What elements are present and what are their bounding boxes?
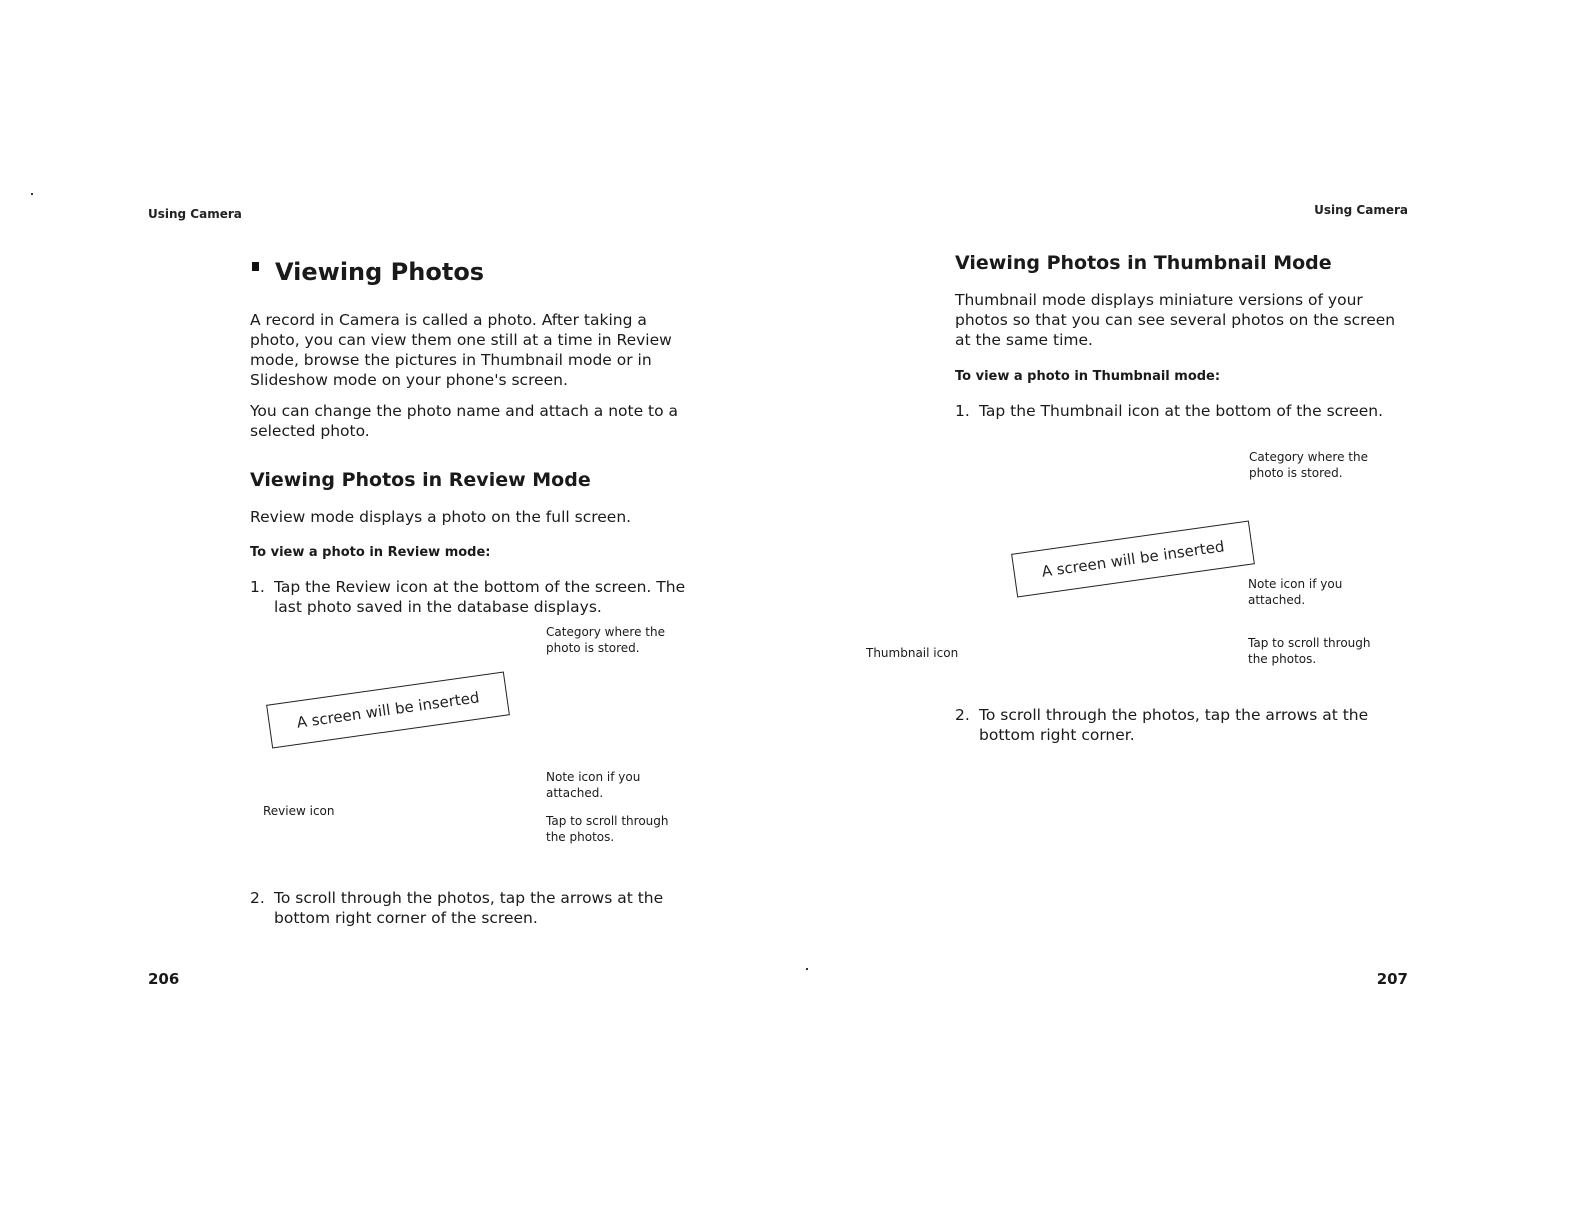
- thumbnail-mode-heading: Viewing Photos in Thumbnail Mode: [955, 252, 1332, 274]
- callout-category: Category where the photo is stored.: [1249, 450, 1368, 480]
- step-number: 2.: [955, 706, 970, 724]
- scan-artifact: [31, 193, 33, 195]
- thumbnail-procedure-heading: To view a photo in Thumbnail mode:: [955, 369, 1221, 384]
- step-number: 1.: [955, 402, 970, 420]
- left-page-header: Using Camera: [148, 207, 242, 221]
- thumbnail-step-1: [955, 401, 1439, 421]
- callout-thumbnail-icon: Thumbnail icon: [866, 646, 959, 660]
- review-mode-heading: Viewing Photos in Review Mode: [250, 469, 591, 491]
- review-procedure-heading: To view a photo in Review mode:: [250, 545, 491, 560]
- review-mode-intro: Review mode displays a photo on the full screen.: [250, 508, 632, 526]
- callout-note-icon: Note icon if you attached.: [1248, 577, 1343, 607]
- screen-placeholder: A screen will be inserted: [1011, 521, 1255, 598]
- callout-note-icon: Note icon if you attached.: [546, 770, 641, 800]
- step-number: 2.: [250, 889, 265, 907]
- callout-review-icon: Review icon: [263, 804, 335, 818]
- thumbnail-step-2: [955, 705, 1419, 745]
- callout-scroll: Tap to scroll through the photos.: [1248, 636, 1371, 666]
- step-text: Tap the Review icon at the bottom of the screen. The last photo saved in the database displays.: [274, 578, 686, 616]
- step-number: 1.: [250, 578, 265, 596]
- intro-paragraph-2: You can change the photo name and attach a note to a selected photo.: [250, 402, 679, 440]
- review-step-2: [250, 888, 714, 928]
- intro-paragraph-1: A record in Camera is called a photo. After taking a photo, you can view them one still at a time in Review mode, browse the pictures in Thumbnail mode or in Slideshow mode on your phone's screen.: [250, 311, 672, 389]
- intro-text: [250, 310, 700, 452]
- step-text: To scroll through the photos, tap the arrows at the bottom right corner.: [979, 706, 1369, 744]
- page-title-text: Viewing Photos: [275, 258, 485, 286]
- bullet-icon: [252, 262, 259, 271]
- step-text: To scroll through the photos, tap the arrows at the bottom right corner of the screen.: [274, 889, 664, 927]
- screen-placeholder: A screen will be inserted: [266, 672, 510, 749]
- left-page-number: 206: [148, 970, 180, 988]
- callout-category: Category where the photo is stored.: [546, 625, 665, 655]
- right-page-header: Using Camera: [1314, 203, 1408, 217]
- thumbnail-mode-intro: Thumbnail mode displays miniature versions of your photos so that you can see several photos on the screen at the same time.: [955, 291, 1396, 349]
- scan-artifact: [806, 968, 808, 970]
- callout-scroll: Tap to scroll through the photos.: [546, 814, 669, 844]
- right-page-number: 207: [1376, 970, 1408, 988]
- review-step-1: [250, 577, 714, 617]
- page-title: [252, 258, 484, 286]
- step-text: Tap the Thumbnail icon at the bottom of the screen.: [979, 402, 1384, 420]
